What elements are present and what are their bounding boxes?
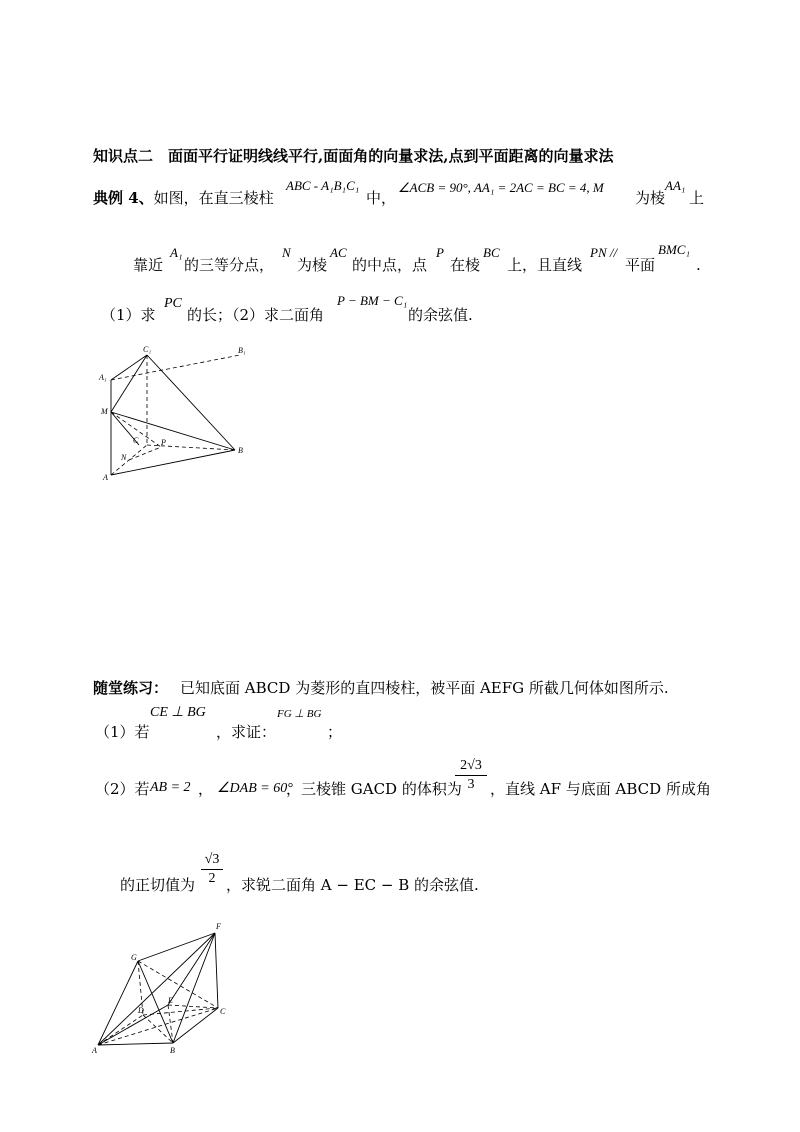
- math-plane: BMC₁: [658, 242, 690, 257]
- fraction-tan-num: √3: [204, 852, 220, 867]
- example-label: 典例 4、: [93, 189, 154, 207]
- label-b1: B₁: [238, 346, 246, 355]
- example-text: 平面: [625, 256, 656, 274]
- example-text: 为棱: [635, 189, 666, 207]
- fraction-volume-den: 3: [467, 777, 475, 792]
- example-text: 上: [689, 189, 705, 207]
- fraction-volume-num: 2√3: [460, 758, 482, 773]
- question-text: 的长；（2）求二面角: [187, 306, 325, 324]
- math-dihedral: P − BM − C₁: [337, 293, 408, 308]
- fraction-tan-den: 2: [208, 871, 216, 886]
- math-a1: A₁: [170, 245, 183, 260]
- math-fg-bg: FG ⊥ BG: [277, 708, 322, 720]
- example-text: 为棱: [297, 256, 328, 274]
- practice-text: 已知底面 ABCD 为菱形的直四棱柱，被平面 AEFG 所截几何体如图所示.: [180, 679, 669, 697]
- section-title: 知识点二 面面平行证明线线平行,面面角的向量求法,点到平面距离的向量求法: [93, 147, 614, 165]
- example-text: 靠近: [133, 256, 164, 274]
- practice-label: 随堂练习：: [93, 679, 169, 697]
- cut-prism-figure: [88, 920, 248, 1060]
- question-text: 的余弦值.: [408, 306, 473, 324]
- example-text: 中，: [366, 189, 397, 207]
- math-prism: ABC - A₁B₁C₁: [286, 178, 360, 193]
- label-b: B: [170, 1046, 175, 1055]
- question-text: （1）求: [101, 306, 156, 324]
- label-b: B: [238, 446, 243, 455]
- example-text: 的中点，点: [352, 256, 428, 274]
- practice-text: （1）若: [95, 723, 150, 741]
- practice-text: ，三棱锥 GACD 的体积为: [286, 780, 462, 798]
- label-c1: C₁: [143, 345, 152, 354]
- math-ac: AC: [330, 245, 347, 260]
- math-ce-bg: CE ⊥ BG: [150, 705, 206, 720]
- practice-text: ，直线 AF 与底面 ABCD 所成角: [490, 780, 711, 798]
- practice-text: ，求证：: [216, 723, 277, 741]
- practice-text: ，求锐二面角 A − EC − B 的余弦值.: [226, 876, 479, 894]
- label-a: A: [103, 473, 108, 482]
- math-p: P: [436, 245, 444, 260]
- example-text: .: [696, 256, 701, 274]
- math-pc: PC: [164, 296, 182, 311]
- prism-figure: [95, 340, 265, 490]
- label-d: D: [138, 1006, 144, 1015]
- practice-intro: [93, 678, 669, 698]
- label-m: M: [101, 407, 108, 416]
- example-text: 在棱: [450, 256, 481, 274]
- label-c: C: [220, 1007, 226, 1016]
- label-n: N: [121, 453, 127, 462]
- label-c: C: [133, 436, 139, 445]
- example-text: 如图，在直三棱柱: [153, 189, 274, 207]
- math-angle-dab: ∠DAB = 60°: [217, 781, 293, 796]
- label-p: P: [161, 438, 166, 447]
- practice-text: ，: [198, 780, 214, 798]
- math-ab: AB = 2: [150, 780, 191, 795]
- label-g: G: [131, 953, 137, 962]
- label-a: A: [92, 1046, 97, 1055]
- practice-text: 的正切值为: [120, 876, 196, 894]
- math-bc: BC: [483, 245, 500, 260]
- practice-text: ；: [327, 723, 343, 741]
- math-edge-aa1: AA₁: [665, 178, 686, 193]
- fraction-tan: [201, 852, 223, 887]
- label-e: E: [168, 996, 173, 1005]
- label-f: F: [216, 922, 221, 931]
- label-a1: A₁: [99, 373, 107, 382]
- example-text: 上，且直线: [507, 256, 583, 274]
- example-text: 的三等分点，: [184, 256, 275, 274]
- practice-text: （2）若: [95, 780, 150, 798]
- math-n: N: [282, 245, 291, 260]
- example-line-1: [93, 188, 274, 208]
- math-conditions: ∠ACB = 90°, AA₁ = 2AC = BC = 4, M: [398, 180, 604, 195]
- fraction-volume: [455, 758, 487, 793]
- math-pn: PN //: [590, 245, 618, 260]
